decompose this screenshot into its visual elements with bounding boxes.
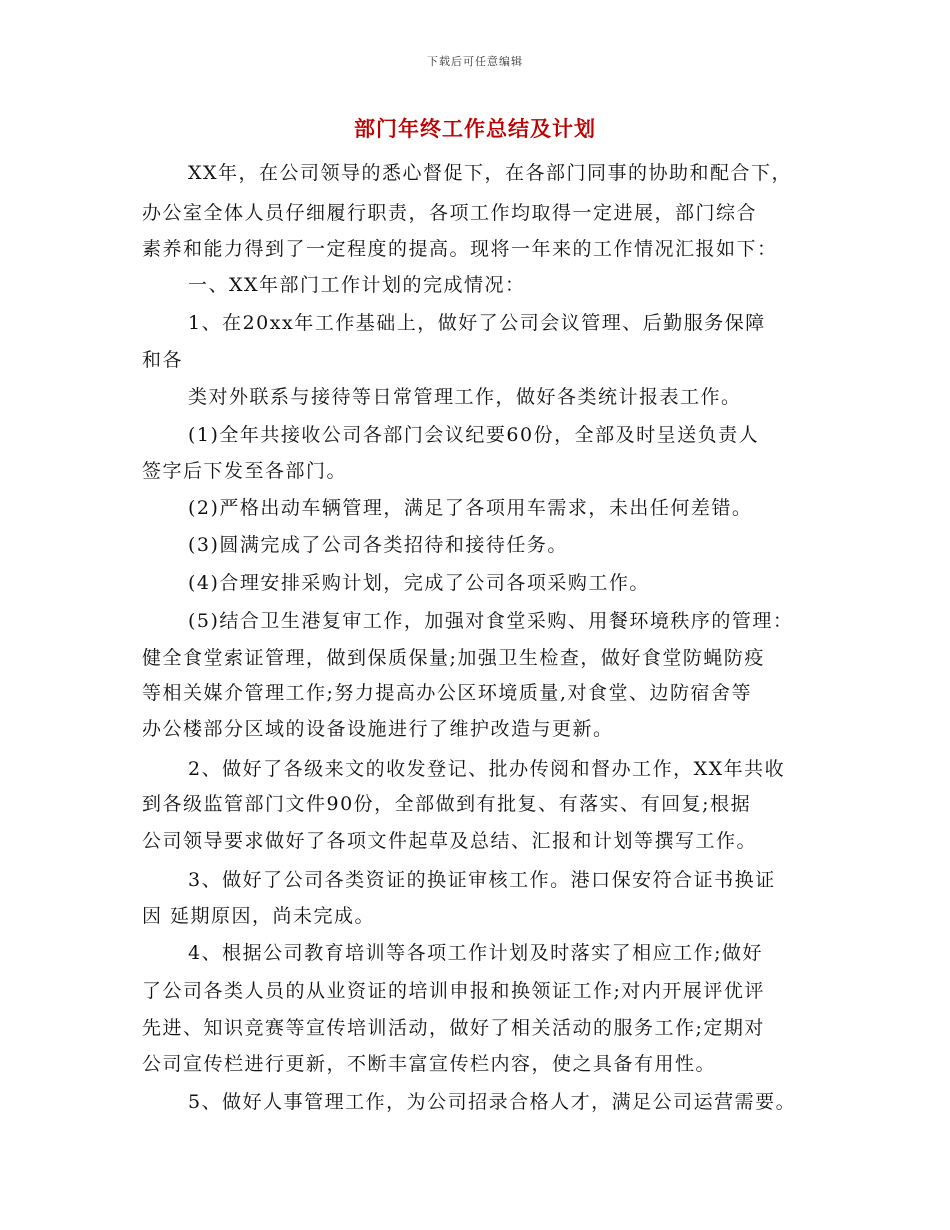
body-line: 4、根据公司教育培训等各项工作计划及时落实了相应工作;做好 [188,942,763,964]
body-line: 办公室全体人员仔细履行职责，各项工作均取得一定进展，部门综合 [142,202,758,224]
body-line: XX年，在公司领导的悉心督促下，在各部门同事的协助和配合下， [188,162,793,184]
body-line: 5、做好人事管理工作，为公司招录合格人才，满足公司运营需要。 [188,1091,797,1113]
body-line: 等相关媒介管理工作;努力提高办公区环境质量,对食堂、边防宿舍等 [142,682,752,704]
body-line: 先进、知识竞赛等宣传培训活动，做好了相关活动的服务工作;定期对 [142,1017,765,1039]
body-line: 公司宣传栏进行更新，不断丰富宣传栏内容，使之具备有用性。 [142,1053,717,1075]
body-line: 和各 [142,349,184,371]
body-line: 2、做好了各级来文的收发登记、批办传阅和督办工作，XX年共收 [188,758,786,780]
body-line: (4)合理安排采购计划，完成了公司各项采购工作。 [188,572,650,594]
body-line: 因 延期原因，尚未完成。 [142,905,376,927]
body-line: (1)全年共接收公司各部门会议纪要60份，全部及时呈送负责人 [188,424,760,446]
body-line: 健全食堂索证管理，做到保质保量;加强卫生检查，做好食堂防蝇防疫 [142,647,765,669]
body-line: 到各级监管部门文件90份，全部做到有批复、有落实、有回复;根据 [142,793,752,815]
body-line: (5)结合卫生港复审工作，加强对食堂采购、用餐环境秩序的管理： [188,610,794,632]
body-line: 素养和能力得到了一定程度的提高。现将一年来的工作情况汇报如下： [142,238,778,260]
body-line: 3、做好了公司各类资证的换证审核工作。港口保安符合证书换证 [188,869,776,891]
body-line: (3)圆满完成了公司各类招待和接待任务。 [188,534,568,556]
body-line: 类对外联系与接待等日常管理工作，做好各类统计报表工作。 [188,386,742,408]
header-note: 下载后可任意编辑 [427,55,523,68]
body-line: 1、在20xx年工作基础上，做好了公司会议管理、后勤服务保障 [188,312,766,334]
body-line: 签字后下发至各部门。 [142,460,348,482]
body-line: 公司领导要求做好了各项文件起草及总结、汇报和计划等撰写工作。 [142,830,758,852]
body-line: 一、XX年部门工作计划的完成情况： [188,274,526,296]
body-line: 办公楼部分区域的设备设施进行了维护改造与更新。 [142,718,614,740]
body-line: (2)严格出动车辆管理，满足了各项用车需求，未出任何差错。 [188,497,753,519]
body-line: 了公司各类人员的从业资证的培训申报和换领证工作;对内开展评优评 [142,980,765,1002]
document-title: 部门年终工作总结及计划 [354,116,596,141]
